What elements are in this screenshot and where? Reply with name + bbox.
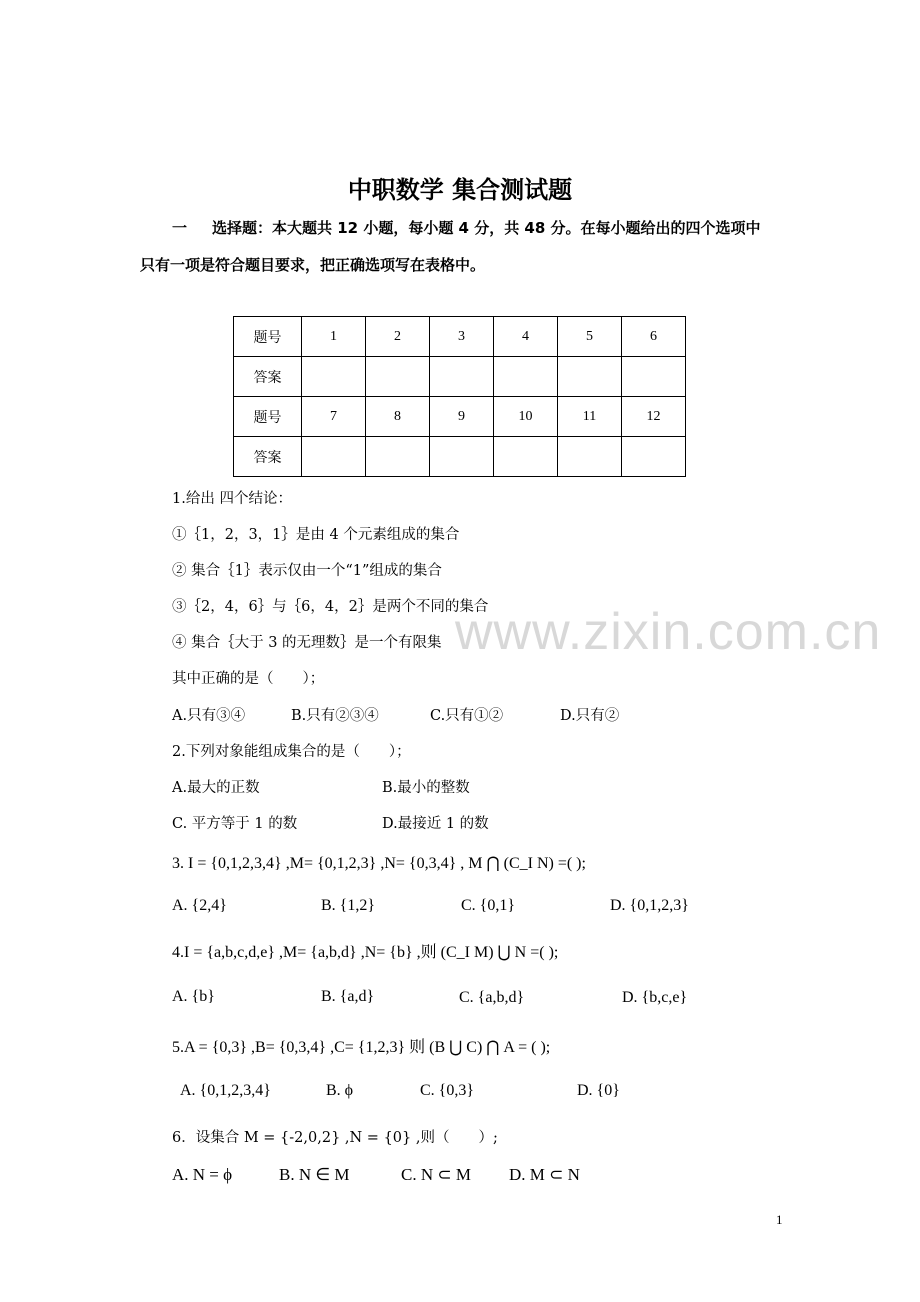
section-number: 一 — [172, 219, 188, 237]
q1-option-b: B.只有②③④ — [291, 708, 379, 724]
q5-stem: 5.A = {0,3} ,B= {0,3,4} ,C= {1,2,3} 则 (B ⋃ C) ⋂ A = ( ); — [172, 1039, 551, 1056]
q2-option-a: A.最大的正数 — [172, 780, 260, 796]
q6-option-a: A. N = ϕ — [172, 1165, 233, 1184]
q1-statement-3: ③｛2，4，6｝与｛6，4，2｝是两个不同的集合 — [172, 599, 489, 615]
q1-statement-1: ①｛1，2，3，1｝是由 4 个元素组成的集合 — [172, 527, 460, 543]
q2-option-c: C. 平方等于 1 的数 — [172, 816, 298, 832]
q2-option-d: D.最接近 1 的数 — [382, 816, 489, 832]
table-row — [234, 437, 686, 477]
q3-stem: 3. I = {0,1,2,3,4} ,M= {0,1,2,3} ,N= {0,3,4} , M ⋂ (C_I N) =( ); — [172, 855, 586, 872]
q2-stem: 2.下列对象能组成集合的是（ ）； — [172, 744, 411, 760]
table-cell: 5 — [558, 317, 622, 357]
table-cell: 1 — [302, 317, 366, 357]
table-cell-label: 答案 — [234, 357, 302, 397]
table-cell-label: 题号 — [234, 317, 302, 357]
q6-option-d: D. M ⊂ N — [509, 1165, 580, 1184]
q1-stem: 1.给出 四个结论： — [172, 491, 292, 507]
answer-cell[interactable] — [558, 357, 622, 397]
table-cell-label: 答案 — [234, 437, 302, 477]
table-cell: 3 — [430, 317, 494, 357]
table-cell: 11 — [558, 397, 622, 437]
answer-cell[interactable] — [366, 437, 430, 477]
q3-option-c: C. {0,1} — [461, 897, 516, 914]
table-cell-label: 题号 — [234, 397, 302, 437]
table-row — [234, 317, 686, 357]
table-cell: 10 — [494, 397, 558, 437]
page-title: 中职数学 集合测试题 — [347, 176, 573, 204]
section-instruction-line2: 只有一项是符合题目要求，把正确选项写在表格中。 — [140, 256, 486, 274]
q2-option-b: B.最小的整数 — [382, 780, 470, 796]
q1-question: 其中正确的是（ ）； — [172, 671, 325, 687]
answer-cell[interactable] — [430, 357, 494, 397]
q1-option-c: C.只有①② — [430, 708, 504, 724]
table-cell: 7 — [302, 397, 366, 437]
q3-option-b: B. {1,2} — [321, 897, 376, 914]
q1-statement-2: ② 集合｛1｝表示仅由一个“1”组成的集合 — [172, 563, 442, 579]
answer-cell[interactable] — [622, 357, 686, 397]
table-cell: 12 — [622, 397, 686, 437]
table-cell: 8 — [366, 397, 430, 437]
table-row — [234, 357, 686, 397]
q1-option-a: A.只有③④ — [172, 708, 246, 724]
q1-option-d: D.只有② — [560, 708, 620, 724]
section-instruction-line1: 选择题：本大题共 12 小题，每小题 4 分，共 48 分。在每小题给出的四个选项中 — [212, 219, 761, 237]
table-cell: 9 — [430, 397, 494, 437]
q4-option-c: C. {a,b,d} — [459, 989, 525, 1006]
q5-option-b: B. ϕ — [326, 1082, 354, 1099]
answer-cell[interactable] — [366, 357, 430, 397]
q6-option-b: B. N ∈ M — [279, 1165, 350, 1184]
answer-cell[interactable] — [494, 357, 558, 397]
answer-cell[interactable] — [302, 357, 366, 397]
table-cell: 4 — [494, 317, 558, 357]
q6-option-c: C. N ⊂ M — [401, 1165, 471, 1184]
answer-cell[interactable] — [430, 437, 494, 477]
table-row — [234, 397, 686, 437]
q4-option-b: B. {a,d} — [321, 988, 375, 1005]
answer-cell[interactable] — [558, 437, 622, 477]
q1-statement-4: ④ 集合｛大于 3 的无理数｝是一个有限集 — [172, 635, 442, 651]
q5-option-a: A. {0,1,2,3,4} — [180, 1082, 271, 1099]
page-number: 1 — [776, 1212, 783, 1227]
q4-option-a: A. {b} — [172, 988, 215, 1005]
q3-option-a: A. {2,4} — [172, 897, 227, 914]
q5-option-d: D. {0} — [577, 1082, 620, 1099]
q5-option-c: C. {0,3} — [420, 1082, 475, 1099]
answer-cell[interactable] — [622, 437, 686, 477]
answer-table — [233, 316, 686, 477]
table-cell: 6 — [622, 317, 686, 357]
answer-cell[interactable] — [494, 437, 558, 477]
q4-stem: 4.I = {a,b,c,d,e} ,M= {a,b,d} ,N= {b} ,则 (C_I M) ⋃ N =( ); — [172, 944, 559, 961]
watermark: www.zixin.com.cn — [455, 603, 882, 661]
q6-stem: 6．设集合 M = {-2,0,2} ,N = {0} ,则（ ）; — [172, 1130, 498, 1146]
table-cell: 2 — [366, 317, 430, 357]
q3-option-d: D. {0,1,2,3} — [610, 897, 689, 914]
q4-option-d: D. {b,c,e} — [622, 989, 688, 1006]
answer-cell[interactable] — [302, 437, 366, 477]
